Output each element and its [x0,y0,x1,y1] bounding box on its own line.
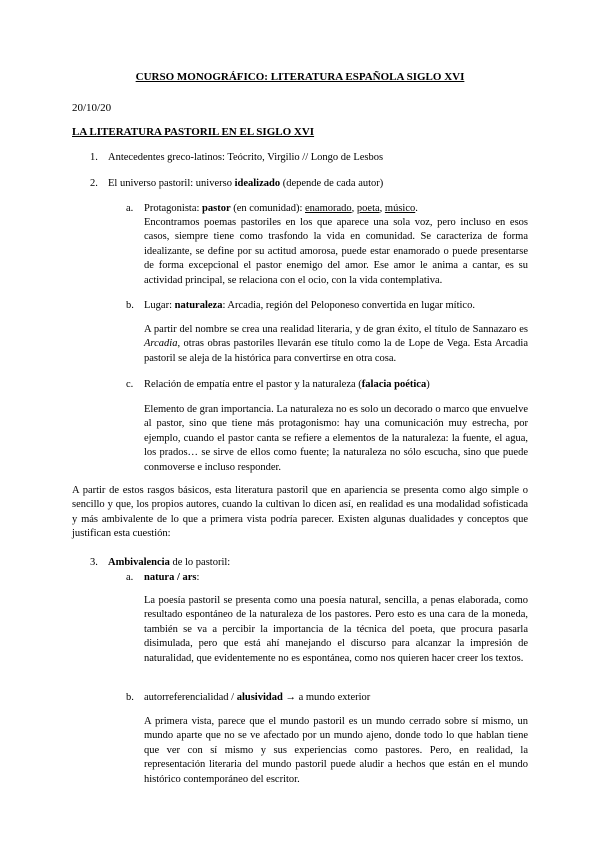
sublist-letter: b. [126,692,134,703]
paragraph: Encontramos poemas pastoriles en los que aparece una sola voz, pero incluso en esos casos, siempre tiene como trasfondo la vida en comunidad. Se caracteriza de forma idealizante, se define por su actitud amorosa, puede estar enamorado o puede presentarse de forma excepcional el pastor enemigo del amor. Ese amor le anima a cantar, es su actividad principal, se relaciona con el ocio, con la vida contemplativa. [144,217,528,286]
list-number: 1. [90,152,98,163]
sublist-letter: a. [126,203,134,214]
list-text: El universo pastoril: universo idealizado (depende de cada autor) [108,178,384,189]
sublist-heading: Protagonista: pastor (en comunidad): enamorado, poeta, músico. [144,203,418,214]
list-number: 2. [90,178,98,189]
sublist-heading: autorreferencialidad / alusividad → a mundo exterior [144,692,371,703]
paragraph: A partir del nombre se crea una realidad literaria, y de gran éxito, el título de Sannazaro es Arcadia, otras obras pastoriles llevarán ese título como la de Lope de Vega. Esta Arcadia pastoril se aleja de la histórica para convertirse en otra cosa. [144,324,528,364]
sublist-letter: a. [126,572,134,583]
sublist-letter: c. [126,379,134,390]
list-text: Ambivalencia de lo pastoril: [108,557,231,568]
list-number: 3. [90,557,98,568]
list-text: Antecedentes greco-latinos: Teócrito, Virgilio // Longo de Lesbos [108,152,384,163]
document-date: 20/10/20 [72,102,112,114]
section-title: LA LITERATURA PASTORIL EN EL SIGLO XVI [72,126,315,138]
sublist-heading: Relación de empatía entre el pastor y la naturaleza (falacia poética) [144,379,430,390]
paragraph: A primera vista, parece que el mundo pastoril es un mundo cerrado sobre sí mismo, un mundo aparte que no se ve afectado por un mundo ajeno, donde todo lo que hablan tiene que ver con sí mismo y sus experiencias como pastores. Pero, en realidad, la representación literaria del mundo pastoril puede aludir a hechos que están en el mundo histórico contemporáneo del escritor. [144,716,528,785]
summary-paragraph: A partir de estos rasgos básicos, esta literatura pastoril que en apariencia se presenta como algo simple o sencillo y que, los propios autores, cuando la cultivan lo dicen así, en realidad es una modalidad sofisticada y más ambivalente de lo que a primera vista podría parecer. Existen algunas dualidades y conceptos que justifican esta cuestión: [72,485,528,540]
document-title: CURSO MONOGRÁFICO: LITERATURA ESPAÑOLA SIGLO XVI [135,71,465,83]
sublist-letter: b. [126,300,134,311]
paragraph: La poesía pastoril se presenta como una poesía natural, sencilla, a penas elaborada, como resultado espontáneo de la naturaleza de los pastores. Pero esto es una cara de la moneda, también se va a percibir la importancia de la técnica del poeta, que procura pasarla disimulada, pero que está ahí manejando el discurso para alcanzar la impresión de naturalidad, que evidentemente no es espontánea, como nos quieren hacer creer los textos. [144,595,528,664]
paragraph: Elemento de gran importancia. La naturaleza no es solo un decorado o marco que envuelve al pastor, sino que tiene más protagonismo: hay una comunicación muy estrecha, por ejemplo, cuando el pastor canta se refiere a elementos de la naturaleza: la fuente, el agua, los prados… se sirve de ellos como fuente; la naturaleza no sólo escucha, sino que puede conmoverse e incluso responder. [144,404,528,473]
sublist-heading: Lugar: naturaleza: Arcadia, región del Peloponeso convertida en lugar mítico. [144,300,475,311]
sublist-heading: natura / ars: [144,572,200,583]
